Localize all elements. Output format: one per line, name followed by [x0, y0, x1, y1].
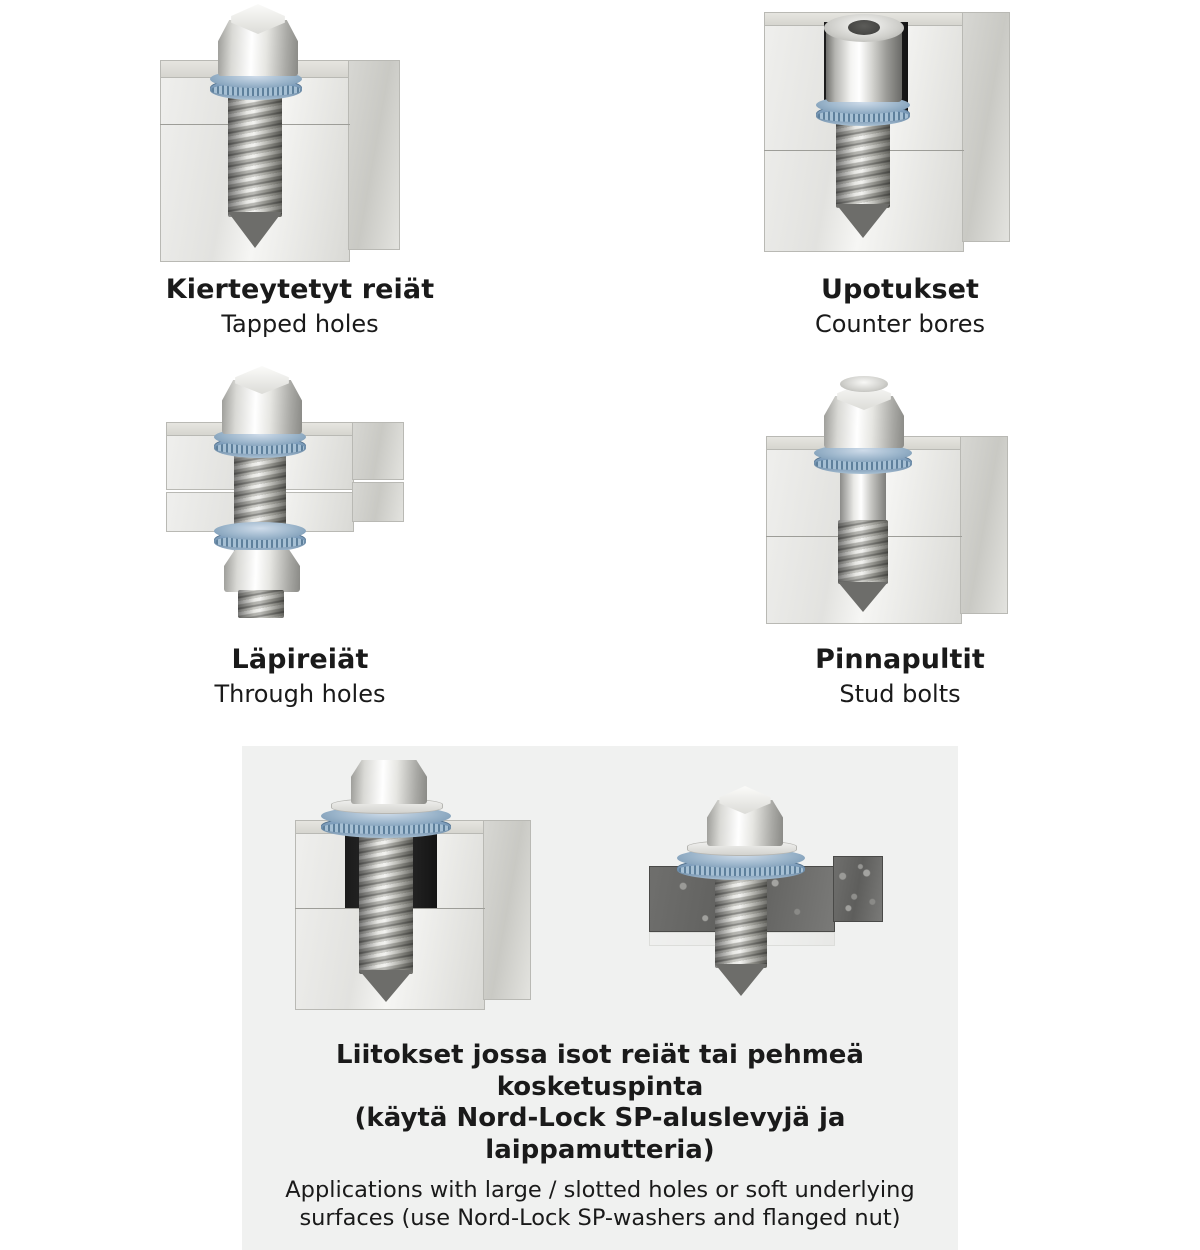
illustration-tapped-holes	[0, 0, 600, 275]
panel-title-fi-line2: (käytä Nord-Lock SP-aluslevyjä ja laippamutteria)	[354, 1103, 846, 1166]
case-stud-bolts	[600, 370, 1200, 740]
panel-illustrations	[242, 760, 958, 1040]
panel-caption	[242, 1040, 958, 1232]
case-title-fi: Kierteytetyt reiät	[165, 274, 435, 305]
panel-subtitle-en-line1: Applications with large / slotted holes or soft underlying	[285, 1176, 915, 1203]
case-title-en: Stud bolts	[839, 679, 961, 708]
panel-large-slotted-holes	[242, 746, 958, 1250]
case-title-fi: Pinnapultit	[815, 644, 985, 675]
illustration-soft-surface	[600, 760, 958, 1040]
panel-subtitle-en-line2: surfaces (use Nord-Lock SP-washers and flanged nut)	[299, 1205, 901, 1231]
case-title-fi: Läpireiät	[231, 644, 369, 675]
illustration-through-holes	[0, 370, 600, 645]
case-tapped-holes	[0, 0, 600, 370]
illustration-slotted-hole	[242, 760, 600, 1040]
illustration-stud-bolts	[600, 370, 1200, 645]
case-title-en: Counter bores	[814, 309, 986, 338]
case-title-en: Tapped holes	[221, 309, 379, 338]
case-title-en: Through holes	[214, 679, 386, 708]
case-counter-bores	[600, 0, 1200, 370]
illustration-counter-bores	[600, 0, 1200, 275]
panel-title-fi-line1: Liitokset jossa isot reiät tai pehmeä kosketuspinta	[336, 1040, 864, 1102]
case-title-fi: Upotukset	[820, 274, 980, 305]
case-through-holes	[0, 370, 600, 740]
